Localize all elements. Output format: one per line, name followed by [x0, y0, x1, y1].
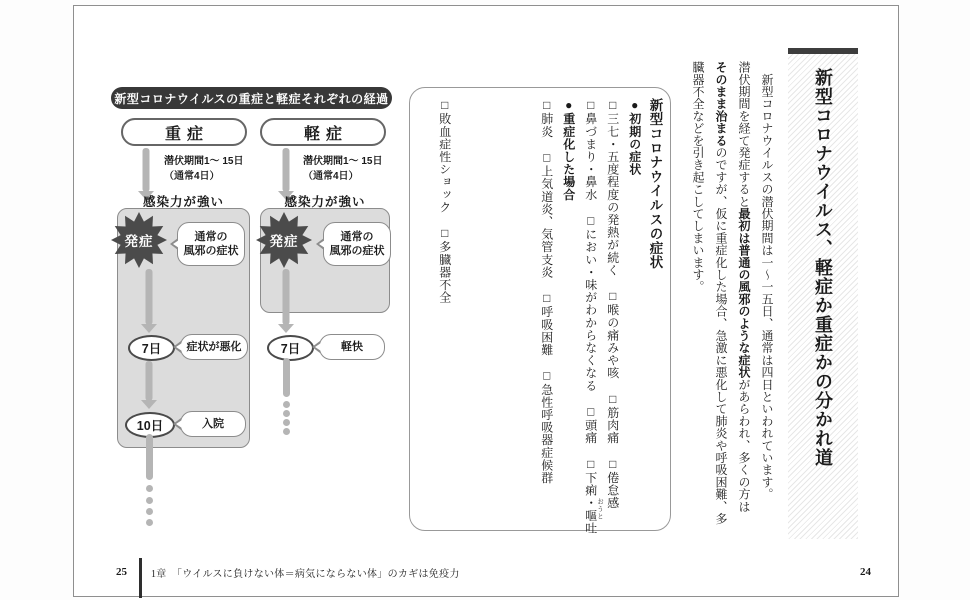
page-number-left: 25	[116, 566, 127, 578]
trail-dot	[283, 401, 290, 408]
incubation-line2: （通常4日）	[303, 171, 359, 182]
cold-line1: 通常の	[340, 230, 374, 243]
arrow-shaft	[143, 148, 150, 192]
cold-symptoms-bubble	[323, 222, 391, 266]
severe-header: 重症	[121, 118, 247, 146]
arrow-shaft	[146, 361, 153, 401]
severe-day7: 7日	[128, 335, 175, 361]
trail-dot	[283, 428, 290, 435]
book-spread	[73, 5, 899, 597]
checklist-severe-heading: ●重症化した場合	[561, 98, 576, 201]
arrow-shaft	[146, 269, 153, 325]
article-text-bold: 最初は普通の風邪のような症状	[737, 207, 751, 379]
arrow-shaft	[283, 148, 290, 192]
cold-symptoms-bubble	[177, 222, 245, 266]
trail-dot	[283, 410, 290, 417]
page-number-right: 24	[860, 566, 871, 578]
mild-day7: 7日	[267, 335, 314, 361]
cold-line2: 風邪の症状	[329, 245, 385, 257]
incubation-note-severe	[164, 154, 243, 184]
trail-dot	[146, 519, 153, 526]
article-text: があらわれ、多くの方は	[737, 378, 751, 513]
trail-dot	[146, 485, 153, 492]
article-column-2	[735, 61, 751, 541]
trail-dot	[146, 497, 153, 504]
trail-line	[283, 358, 290, 397]
arrow-down	[141, 269, 157, 333]
article-title: 新型コロナウイルス、軽症か重症かの分かれ道	[813, 68, 833, 467]
checklist-initial-heading: ●初期の症状	[627, 98, 642, 176]
severe-day10-note: 入院	[180, 411, 246, 437]
arrow-shaft	[283, 269, 290, 325]
checklist-severe-items-2: □敗血症性ショック □多臓器不全	[437, 98, 452, 304]
article-text: 新型コロナウイルスの潜伏期間は一〜一五日、通常は四日といわれています。	[760, 61, 774, 501]
infectious-label: 感染力が強い	[284, 195, 366, 209]
checklist-initial-items-1: □三七・五度程度の発熱が続く □喉の痛みや咳 □筋肉痛 □倦怠感	[605, 98, 620, 510]
checklist-severe-items-1: □肺炎 □上気道炎、気管支炎 □呼吸困難 □急性呼吸器症候群	[539, 98, 554, 484]
arrow-down	[278, 269, 294, 333]
incubation-line1: 潜伏期間1〜 15日	[303, 156, 383, 167]
article-text-bold: そのまま治まる	[714, 61, 728, 147]
arrow-head	[141, 324, 157, 333]
onset-label: 発症	[124, 234, 154, 249]
checklist-initial-items-2: □鼻づまり・鼻水 □におい・味がわからなくなる □頭痛 □下痢・嘔吐	[583, 98, 598, 535]
article-column-3	[712, 61, 728, 541]
furigana-outo: おうと	[596, 498, 603, 521]
mild-day7-note: 軽快	[319, 334, 385, 360]
cold-line1: 通常の	[194, 230, 228, 243]
trail-dot	[146, 508, 153, 515]
article-column-1	[758, 61, 774, 541]
incubation-note-mild	[303, 154, 382, 184]
trail-dot	[283, 419, 290, 426]
severe-day7-note: 症状が悪化	[180, 334, 248, 360]
cold-line2: 風邪の症状	[183, 245, 239, 257]
trail-line	[146, 434, 153, 480]
article-text: のですが、仮に重症化した場合、急激に悪化して肺炎や呼吸困難、多	[714, 146, 728, 525]
onset-starburst	[256, 212, 312, 268]
diagram-title-banner: 新型コロナウイルスの重症と軽症それぞれの経過	[111, 87, 392, 109]
arrow-head	[278, 324, 294, 333]
severe-day10: 10日	[125, 412, 175, 438]
onset-label: 発症	[269, 234, 299, 249]
article-text: 潜伏期間を経て発症すると	[737, 61, 751, 208]
incubation-line1: 潜伏期間1〜 15日	[164, 156, 244, 167]
mild-header: 軽症	[260, 118, 386, 146]
article-text: 臓器不全などを引き起こしてしまいます。	[691, 61, 705, 293]
chapter-divider-bar	[139, 558, 142, 598]
incubation-line2: （通常4日）	[164, 171, 220, 182]
infectious-label: 感染力が強い	[142, 195, 224, 209]
arrow-down	[141, 361, 157, 409]
article-column-4	[689, 61, 705, 541]
chapter-caption: 1章 「ウイルスに負けない体＝病気にならない体」のカギは免疫力	[151, 569, 460, 580]
arrow-head	[141, 400, 157, 409]
checklist-title: 新型コロナウイルスの症状	[647, 98, 663, 270]
article-title-block	[788, 48, 858, 539]
onset-starburst	[111, 212, 167, 268]
